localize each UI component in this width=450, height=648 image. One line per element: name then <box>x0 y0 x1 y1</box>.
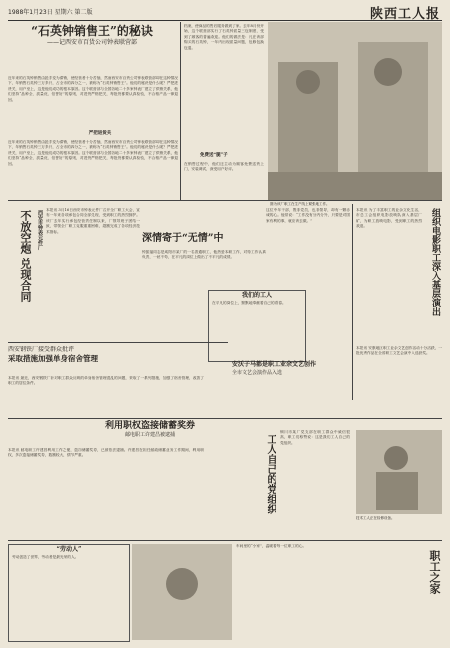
right-mid-body: 本报讯 安康地区职工业余文艺创作活动十分活跃，一批优秀作品在全省职工文艺会演中入选获奖。 <box>356 346 442 356</box>
employer-news-header <box>8 346 148 376</box>
right-top-section-head: 免费送“腿”子 <box>200 153 228 158</box>
right-top-body-2: 在销售过程中，他们还主动为顾客免费送货上门，安装调试，深受用户好评。 <box>184 162 264 172</box>
right-mid-header <box>232 360 350 400</box>
column-rule-right <box>352 204 353 400</box>
mid-right-body: 这位中年干部，既非党员，也非领导，却有一颗赤诚的心。他常说：“工作没有分内分外，只要是对国家有利的事，就应该去做。” <box>266 208 350 223</box>
right-top-body: 档案，使商品的售后服务做到了家。去年8月份开始，这个联营部实行了石英钟质量三包制度，受到了顾客的普遍欢迎。他们的做法是：凡在该部购买的石英钟，一年内出现质量问题，包修包换包退。 <box>184 24 264 50</box>
union-body: 本报讯 邮电职工许建昌利用工作之便，盗窃储蓄奖券，已被依法逮捕。许建昌在担任邮政储蓄业务工作期间，利用职权，多次盗接储蓄奖券，数额较大，情节严重。 <box>8 448 204 458</box>
left-vertical-kicker: 西安市钟表元件厂 <box>37 210 43 250</box>
horizontal-rule-3 <box>8 418 442 419</box>
main-body-continued: 近年来的石英钟销售由抢手变为滞销，使经营者十分苦恼，然而西安市百货公司钟表联营部却在这种情况下，年销售石英钟三万多只，占全市的四分之一，被称为“石英钟销售王”。他们的秘诀是什么呢？严把进货关，用户至上，这是他们成功的根本原因。这个联营部与全国各地二十多家钟表厂建立了供销关系，他们坚持“品种全、质量优、信誉好”的原则，对进货严格把关，每批货都要认真检验，不合格产品一律退回。 <box>8 140 178 166</box>
inset-left-headline: “劳动人” <box>56 546 82 553</box>
worker-photo <box>356 430 442 514</box>
main-body: 近年来的石英钟销售由抢手变为滞销，使经营者十分苦恼，然而西安市百货公司钟表联营部却在这种情况下，年销售石英钟三万多只，占全市的四分之一，被称为“石英钟销售王”。他们的秘诀是什么呢？严把进货关，用户至上，这是他们成功的根本原因。这个联营部与全国各地二十多家钟表厂建立了供销关系，他们坚持“品种全、质量优、信誉好”的原则，对进货严格把关，每批货都要认真检验，不合格产品一律退回。 <box>8 76 178 102</box>
inset-mid-body: 在平凡的岗位上，默默地奉献着自己的青春。 <box>212 301 286 305</box>
employer-news-headline: 采取措施加强单身宿舍管理 <box>8 354 98 363</box>
bottom-right-headline: 职工之家 <box>428 550 441 594</box>
bottom-mid-body: 铜川市某厂党支部在职工群众中威信很高，职工们称赞说：这是我们工人自己的党组织。 <box>280 430 350 445</box>
inset-left-body: 劳动创造了世界，劳动者是最光荣的人。 <box>12 555 79 559</box>
horizontal-rule-2 <box>8 342 228 343</box>
right-col-headline: 组织电影职工深入基层演出 <box>430 208 440 316</box>
column-rule <box>180 22 181 200</box>
left-vertical-headline: 不放空炮 兑现合同 <box>19 210 32 302</box>
union-header <box>60 420 240 448</box>
lower-photo-graphic <box>132 544 232 640</box>
union-headline: 利用职权盗接储蓄奖券 <box>104 421 195 431</box>
bottom-mid-headline: 工人自己的党组织 <box>265 434 276 514</box>
inset-mid-headline: 我们的工人 <box>241 292 272 299</box>
left-second-body: 本报讯 3月16日西安市钟表元件厂召开全厂职工大会，宣布一年来各项承包合同全部兑现，受到职工的热烈拥护。该厂去年实行承包经营责任制以来，厂领导班子团结一致，带领全厂职工克服重重困难，超额完成了各项经济技术指标。 <box>46 208 140 234</box>
date-line: 1988年1月23日 星期六 第二版 <box>8 9 93 16</box>
worker-photo-graphic <box>356 430 442 514</box>
photo2-caption: 技术工人正在检修设备。 <box>356 516 395 520</box>
employer-news-body: 本报讯 最近，西安钢铁厂针对职工群众反映的单身宿舍管理混乱的问题，采取了一系列措施，加强了宿舍管理，改善了职工的居住条件。 <box>8 376 204 386</box>
inset-left-box <box>8 544 130 642</box>
main-section-head: 严把进货关 <box>88 131 112 136</box>
bottom-right-body: 车间里的“小家”，温暖着每一位职工的心。 <box>236 544 307 548</box>
main-headline: “石英钟销售王”的秘诀 <box>31 24 153 38</box>
mid-headline: 深情寄于“无情”中 <box>142 233 224 244</box>
mid-body: 钟振福同志是咸阳市某厂的一名普通职工，他热爱本职工作，对待工作认真负责，一丝不苟，在平凡的岗位上做出了不平凡的成绩。 <box>142 250 266 260</box>
main-subhead: ——记西安市百货公司钟表联营部 <box>46 39 137 46</box>
union-subhead: 邮电职工许建昌被逮捕 <box>124 432 175 438</box>
newspaper-title: 陕西工人报 <box>369 7 440 22</box>
horizontal-rule <box>8 200 442 201</box>
factory-photo <box>268 22 442 200</box>
factory-photo-graphic <box>268 22 442 200</box>
inset-mid-box <box>208 290 306 362</box>
masthead <box>8 6 442 21</box>
lower-photo <box>132 544 232 640</box>
right-mid-headline: 安沃子马都是职工业余文艺创作 <box>232 361 317 368</box>
main-article-header <box>8 24 176 76</box>
right-mid-subhead: 全市文艺会演作品入选 <box>232 370 283 376</box>
horizontal-rule-4 <box>8 540 442 541</box>
right-col-body: 本报讯 为了丰富职工的业余文化生活，市总工会组织电影放映队深入基层厂矿，为职工放映电影，受到职工的热烈欢迎。 <box>356 208 422 229</box>
employer-news-kicker: 西安钢铁厂接受群众批评 <box>8 346 75 353</box>
photo1-caption: 图为该厂职工在生产线上紧张地工作。 <box>270 202 330 206</box>
